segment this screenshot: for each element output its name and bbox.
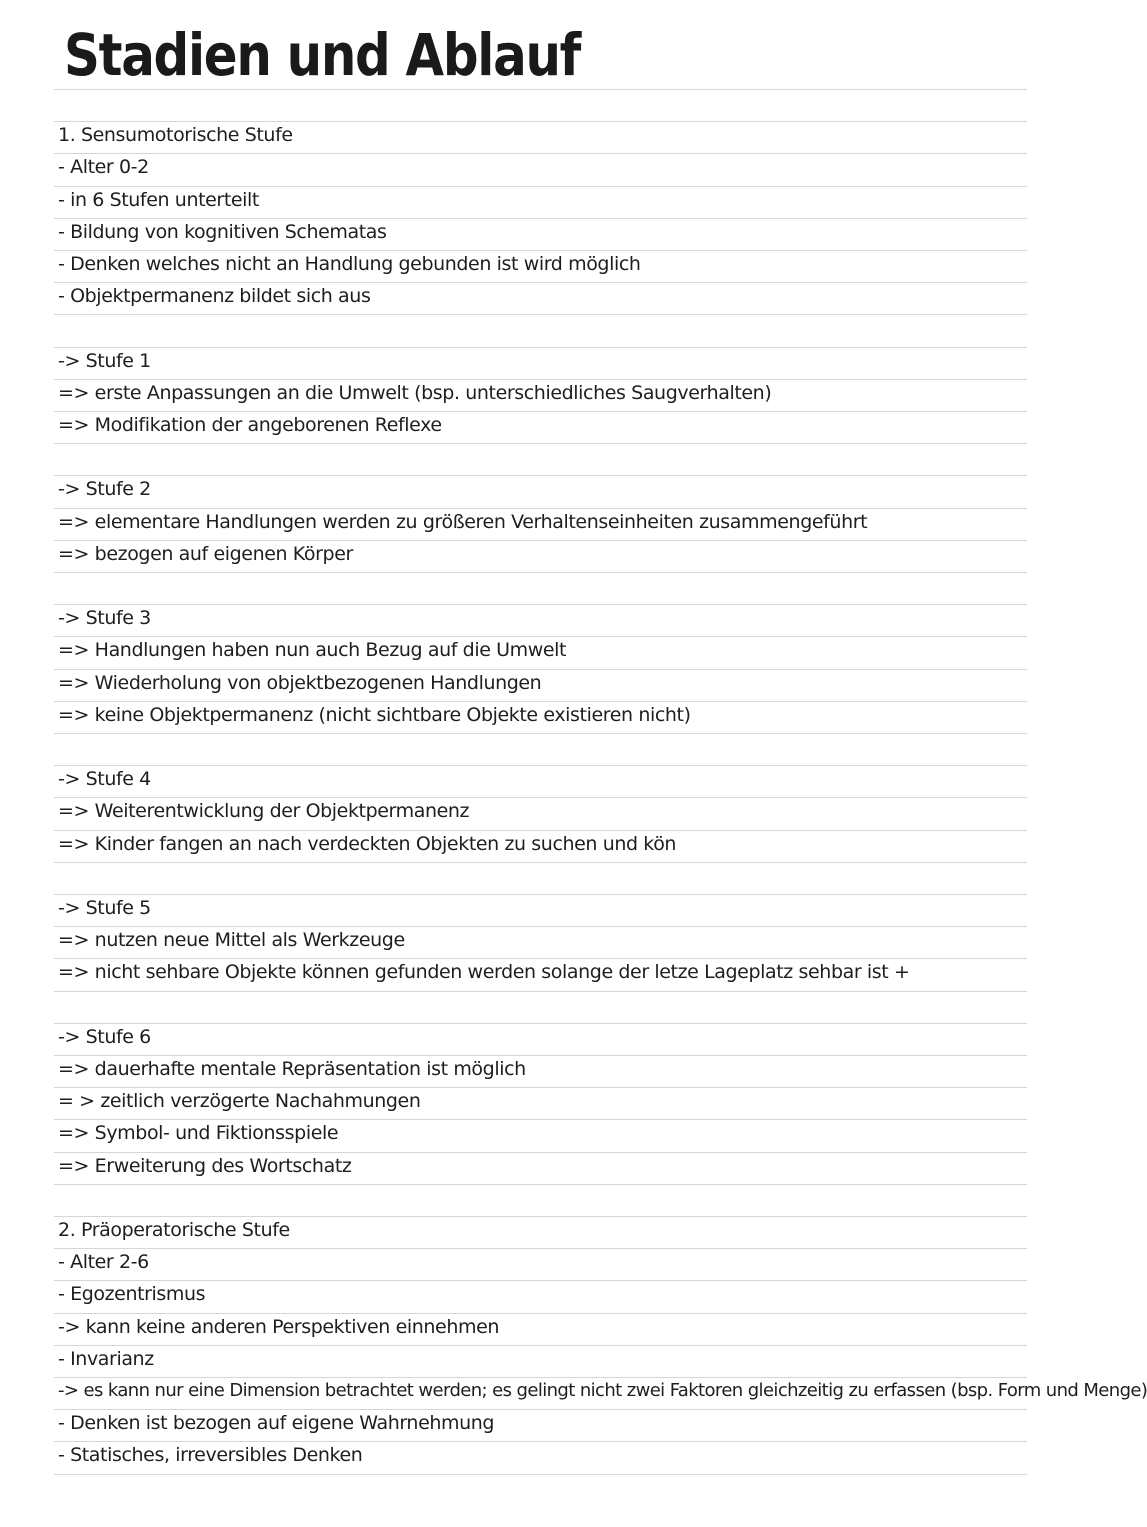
ruled-line [54,475,1027,476]
ruled-line [54,1248,1027,1249]
ruled-line [54,153,1027,154]
ruled-line [54,1023,1027,1024]
note-line: - Invarianz [58,1348,154,1370]
note-line: 1. Sensumotorische Stufe [58,124,293,146]
ruled-line [54,894,1027,895]
note-line: - Alter 2-6 [58,1251,149,1273]
note-line: -> es kann nur eine Dimension betrachtet werden; es gelingt nicht zwei Faktoren gleichzeitig zu erfassen (bsp. Form und Menge) [58,1380,1147,1401]
note-line: -> Stufe 1 [58,350,151,372]
ruled-line [54,862,1027,863]
note-line: - Statisches, irreversibles Denken [58,1444,363,1466]
note-line: => Kinder fangen an nach verdeckten Objekten zu suchen und kön [58,833,677,855]
note-line: => Erweiterung des Wortschatz [58,1155,352,1177]
note-line: => nutzen neue Mittel als Werkzeuge [58,929,405,951]
ruled-line [54,314,1027,315]
note-line: - Denken ist bezogen auf eigene Wahrnehmung [58,1412,495,1434]
note-line: => Wiederholung von objektbezogenen Handlungen [58,672,542,694]
note-line: -> Stufe 5 [58,897,151,919]
note-line: => nicht sehbare Objekte können gefunden werden solange der letze Lageplatz sehbar ist + [58,961,910,983]
ruled-line [54,991,1027,992]
note-line: => elementare Handlungen werden zu größeren Verhaltenseinheiten zusammengeführt [58,511,868,533]
ruled-line [54,1345,1027,1346]
ruled-line [54,604,1027,605]
ruled-line [54,1184,1027,1185]
ruled-line [54,733,1027,734]
note-line: - Objektpermanenz bildet sich aus [58,285,371,307]
note-line: - Bildung von kognitiven Schematas [58,221,387,243]
note-line: 2. Präoperatorische Stufe [58,1219,290,1241]
note-line: => bezogen auf eigenen Körper [58,543,353,565]
note-line: => keine Objektpermanenz (nicht sichtbare Objekte existieren nicht) [58,704,691,726]
note-line: -> Stufe 3 [58,607,151,629]
note-line: -> Stufe 6 [58,1026,151,1048]
note-line: - Egozentrismus [58,1283,206,1305]
note-line: -> Stufe 2 [58,478,151,500]
note-line: -> Stufe 4 [58,768,151,790]
note-line: - Denken welches nicht an Handlung gebunden ist wird möglich [58,253,641,275]
note-line: - in 6 Stufen unterteilt [58,189,259,211]
ruled-line [54,1474,1027,1475]
note-line: => erste Anpassungen an die Umwelt (bsp. unterschiedliches Saugverhalten) [58,382,772,404]
ruled-line [54,443,1027,444]
ruled-line [54,765,1027,766]
note-line: => Modifikation der angeborenen Reflexe [58,414,442,436]
note-line: = > zeitlich verzögerte Nachahmungen [58,1090,421,1112]
note-line: => Weiterentwicklung der Objektpermanenz [58,800,470,822]
ruled-line [54,347,1027,348]
note-line: -> kann keine anderen Perspektiven einnehmen [58,1316,500,1338]
note-line: - Alter 0-2 [58,156,149,178]
note-line: => dauerhafte mentale Repräsentation ist möglich [58,1058,526,1080]
note-line: => Symbol- und Fiktionsspiele [58,1122,339,1144]
ruled-line [54,89,1027,90]
page-title: Stadien und Ablauf [64,21,581,89]
ruled-line [54,572,1027,573]
note-line: => Handlungen haben nun auch Bezug auf die Umwelt [58,639,567,661]
